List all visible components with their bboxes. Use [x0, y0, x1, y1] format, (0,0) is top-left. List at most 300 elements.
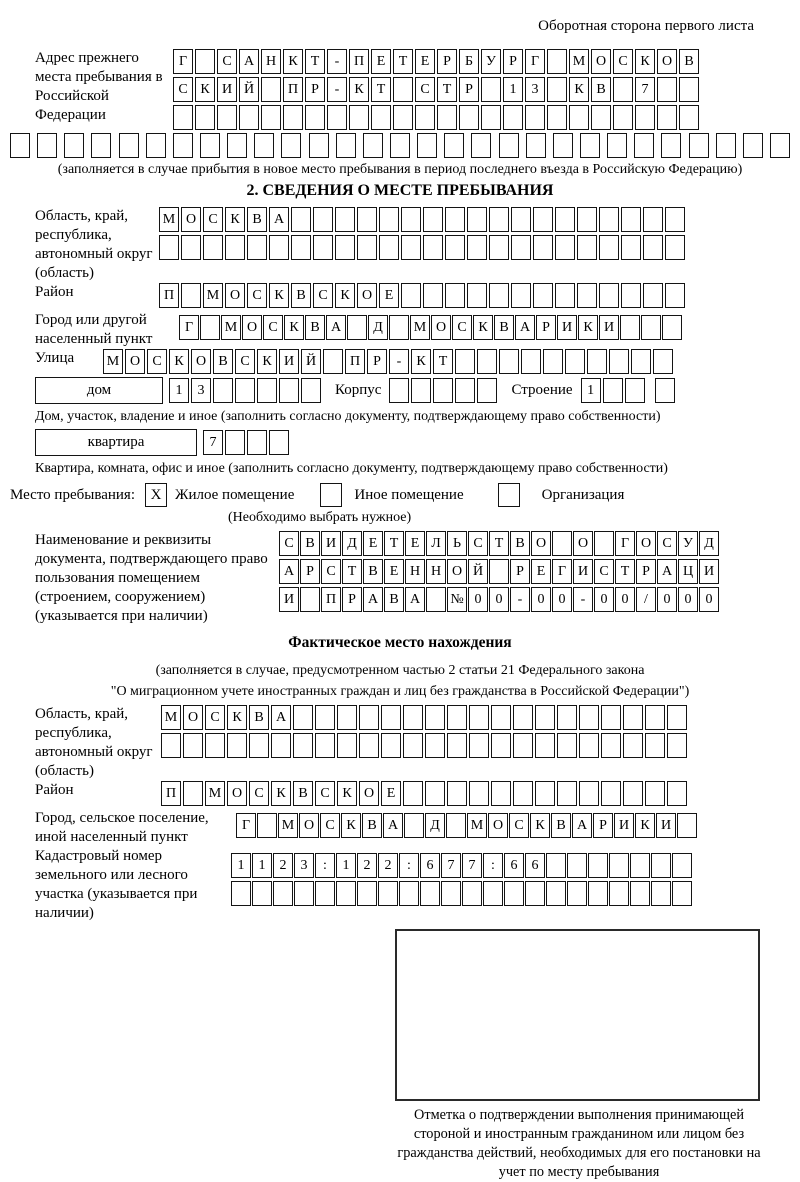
char-box[interactable]	[770, 133, 790, 158]
char-box[interactable]: Е	[379, 283, 399, 308]
char-box[interactable]: С	[468, 531, 488, 556]
char-box[interactable]	[300, 587, 320, 612]
char-box[interactable]: Й	[239, 77, 259, 102]
char-box[interactable]: К	[569, 77, 589, 102]
char-box[interactable]	[672, 853, 692, 878]
char-box[interactable]	[477, 349, 497, 374]
char-box[interactable]	[499, 133, 519, 158]
char-box[interactable]	[462, 881, 482, 906]
char-box[interactable]: С	[320, 813, 340, 838]
char-box[interactable]	[200, 315, 220, 340]
char-box[interactable]	[323, 349, 343, 374]
char-box[interactable]	[567, 881, 587, 906]
char-box[interactable]: 0	[594, 587, 614, 612]
char-box[interactable]: С	[235, 349, 255, 374]
char-box[interactable]: Г	[525, 49, 545, 74]
char-box[interactable]	[623, 733, 643, 758]
char-box[interactable]: К	[283, 49, 303, 74]
char-box[interactable]: С	[279, 531, 299, 556]
char-box[interactable]: Р	[437, 49, 457, 74]
char-box[interactable]: В	[362, 813, 382, 838]
char-box[interactable]: Й	[301, 349, 321, 374]
char-box[interactable]	[423, 235, 443, 260]
char-box[interactable]	[159, 235, 179, 260]
char-box[interactable]	[665, 207, 685, 232]
char-box[interactable]	[415, 105, 435, 130]
char-box[interactable]	[357, 207, 377, 232]
char-box[interactable]: П	[321, 587, 341, 612]
char-box[interactable]	[594, 531, 614, 556]
char-box[interactable]	[621, 207, 641, 232]
char-box[interactable]	[359, 705, 379, 730]
char-box[interactable]: С	[203, 207, 223, 232]
char-box[interactable]: 6	[420, 853, 440, 878]
char-box[interactable]	[599, 235, 619, 260]
char-box[interactable]: М	[221, 315, 241, 340]
char-box[interactable]	[315, 733, 335, 758]
char-box[interactable]: 0	[699, 587, 719, 612]
char-box[interactable]: И	[321, 531, 341, 556]
char-box[interactable]	[227, 733, 247, 758]
char-box[interactable]	[239, 105, 259, 130]
char-box[interactable]: О	[573, 531, 593, 556]
char-box[interactable]	[651, 881, 671, 906]
char-box[interactable]: Т	[342, 559, 362, 584]
char-box[interactable]: Р	[503, 49, 523, 74]
char-box[interactable]	[401, 207, 421, 232]
char-box[interactable]	[195, 105, 215, 130]
char-box[interactable]	[252, 881, 272, 906]
char-box[interactable]: С	[321, 559, 341, 584]
char-box[interactable]: А	[657, 559, 677, 584]
char-box[interactable]: 0	[678, 587, 698, 612]
char-box[interactable]	[533, 283, 553, 308]
char-box[interactable]: К	[225, 207, 245, 232]
char-box[interactable]: О	[183, 705, 203, 730]
char-box[interactable]	[511, 235, 531, 260]
char-box[interactable]: -	[327, 77, 347, 102]
char-box[interactable]: Т	[615, 559, 635, 584]
char-box[interactable]	[447, 705, 467, 730]
char-box[interactable]	[336, 133, 356, 158]
char-box[interactable]: Н	[426, 559, 446, 584]
char-box[interactable]	[655, 378, 675, 403]
char-box[interactable]	[511, 283, 531, 308]
char-box[interactable]	[657, 105, 677, 130]
char-box[interactable]	[677, 813, 697, 838]
char-box[interactable]: Г	[236, 813, 256, 838]
char-box[interactable]	[403, 781, 423, 806]
char-box[interactable]	[183, 781, 203, 806]
char-box[interactable]	[273, 881, 293, 906]
char-box[interactable]: Е	[381, 781, 401, 806]
char-box[interactable]: В	[300, 531, 320, 556]
char-box[interactable]: С	[313, 283, 333, 308]
char-box[interactable]	[609, 881, 629, 906]
char-box[interactable]	[393, 105, 413, 130]
char-box[interactable]: 1	[581, 378, 601, 403]
char-box[interactable]: М	[161, 705, 181, 730]
char-box[interactable]: М	[203, 283, 223, 308]
char-box[interactable]	[426, 587, 446, 612]
char-box[interactable]: К	[349, 77, 369, 102]
char-box[interactable]: А	[363, 587, 383, 612]
char-box[interactable]	[293, 705, 313, 730]
char-box[interactable]	[217, 105, 237, 130]
char-box[interactable]: И	[699, 559, 719, 584]
char-box[interactable]	[183, 733, 203, 758]
char-box[interactable]	[161, 733, 181, 758]
char-box[interactable]	[607, 133, 627, 158]
char-box[interactable]	[489, 283, 509, 308]
char-box[interactable]	[667, 705, 687, 730]
char-box[interactable]: О	[191, 349, 211, 374]
char-box[interactable]: Й	[468, 559, 488, 584]
char-box[interactable]: 6	[525, 853, 545, 878]
char-box[interactable]	[381, 705, 401, 730]
char-box[interactable]	[381, 733, 401, 758]
char-box[interactable]	[567, 853, 587, 878]
char-box[interactable]	[445, 283, 465, 308]
char-box[interactable]	[557, 733, 577, 758]
char-box[interactable]: 2	[357, 853, 377, 878]
char-box[interactable]	[200, 133, 220, 158]
char-box[interactable]	[455, 378, 475, 403]
char-box[interactable]	[249, 733, 269, 758]
char-box[interactable]	[425, 733, 445, 758]
char-box[interactable]: Д	[368, 315, 388, 340]
char-box[interactable]: А	[279, 559, 299, 584]
char-box[interactable]	[477, 378, 497, 403]
char-box[interactable]	[305, 105, 325, 130]
char-box[interactable]	[481, 77, 501, 102]
char-box[interactable]	[225, 235, 245, 260]
char-box[interactable]	[557, 705, 577, 730]
char-box[interactable]: 0	[468, 587, 488, 612]
char-box[interactable]	[623, 705, 643, 730]
char-box[interactable]	[577, 235, 597, 260]
char-box[interactable]	[513, 705, 533, 730]
char-box[interactable]	[327, 105, 347, 130]
char-box[interactable]: Е	[384, 559, 404, 584]
char-box[interactable]: В	[293, 781, 313, 806]
char-box[interactable]: С	[249, 781, 269, 806]
char-box[interactable]: Т	[489, 531, 509, 556]
char-box[interactable]	[257, 378, 277, 403]
char-box[interactable]: С	[217, 49, 237, 74]
char-box[interactable]: К	[335, 283, 355, 308]
char-box[interactable]: О	[431, 315, 451, 340]
char-box[interactable]	[504, 881, 524, 906]
char-box[interactable]	[205, 733, 225, 758]
char-box[interactable]: -	[573, 587, 593, 612]
char-box[interactable]	[665, 283, 685, 308]
char-box[interactable]	[390, 133, 410, 158]
char-box[interactable]: К	[257, 349, 277, 374]
char-box[interactable]	[469, 781, 489, 806]
char-box[interactable]: А	[515, 315, 535, 340]
char-box[interactable]	[555, 283, 575, 308]
char-box[interactable]: А	[269, 207, 289, 232]
char-box[interactable]	[335, 207, 355, 232]
char-box[interactable]: М	[103, 349, 123, 374]
char-box[interactable]: Е	[415, 49, 435, 74]
char-box[interactable]	[247, 430, 267, 455]
char-box[interactable]: Р	[510, 559, 530, 584]
char-box[interactable]: Е	[371, 49, 391, 74]
char-box[interactable]: №	[447, 587, 467, 612]
char-box[interactable]: А	[239, 49, 259, 74]
char-box[interactable]	[146, 133, 166, 158]
char-box[interactable]	[609, 853, 629, 878]
char-box[interactable]: К	[195, 77, 215, 102]
char-box[interactable]	[526, 133, 546, 158]
char-box[interactable]: Г	[552, 559, 572, 584]
char-box[interactable]: 1	[231, 853, 251, 878]
char-box[interactable]: И	[279, 587, 299, 612]
char-box[interactable]: 7	[203, 430, 223, 455]
char-box[interactable]	[491, 705, 511, 730]
char-box[interactable]	[577, 283, 597, 308]
char-box[interactable]	[588, 881, 608, 906]
char-box[interactable]: С	[594, 559, 614, 584]
char-box[interactable]	[347, 315, 367, 340]
char-box[interactable]: 1	[336, 853, 356, 878]
char-box[interactable]	[553, 133, 573, 158]
char-box[interactable]: 1	[503, 77, 523, 102]
char-box[interactable]	[417, 133, 437, 158]
char-box[interactable]: О	[591, 49, 611, 74]
char-box[interactable]	[420, 881, 440, 906]
char-box[interactable]	[661, 133, 681, 158]
char-box[interactable]	[469, 733, 489, 758]
char-box[interactable]: /	[636, 587, 656, 612]
char-box[interactable]: К	[269, 283, 289, 308]
char-box[interactable]: Б	[459, 49, 479, 74]
char-box[interactable]: В	[249, 705, 269, 730]
char-box[interactable]	[283, 105, 303, 130]
char-box[interactable]	[313, 235, 333, 260]
char-box[interactable]	[404, 813, 424, 838]
char-box[interactable]	[641, 315, 661, 340]
char-box[interactable]: М	[467, 813, 487, 838]
char-box[interactable]: В	[213, 349, 233, 374]
char-box[interactable]	[601, 733, 621, 758]
char-box[interactable]: В	[305, 315, 325, 340]
char-box[interactable]	[254, 133, 274, 158]
char-box[interactable]	[643, 207, 663, 232]
char-box[interactable]	[662, 315, 682, 340]
char-box[interactable]	[411, 378, 431, 403]
char-box[interactable]	[569, 105, 589, 130]
char-box[interactable]: О	[531, 531, 551, 556]
char-box[interactable]	[625, 378, 645, 403]
char-box[interactable]	[423, 283, 443, 308]
char-box[interactable]	[181, 235, 201, 260]
checkbox-zhiloe[interactable]: X	[145, 483, 167, 507]
char-box[interactable]	[689, 133, 709, 158]
char-box[interactable]	[587, 349, 607, 374]
char-box[interactable]: Р	[305, 77, 325, 102]
char-box[interactable]	[257, 813, 277, 838]
char-box[interactable]: Т	[393, 49, 413, 74]
char-box[interactable]: В	[384, 587, 404, 612]
char-box[interactable]: 0	[552, 587, 572, 612]
char-box[interactable]	[511, 207, 531, 232]
char-box[interactable]: Е	[405, 531, 425, 556]
char-box[interactable]: П	[283, 77, 303, 102]
char-box[interactable]	[491, 733, 511, 758]
char-box[interactable]	[557, 781, 577, 806]
char-box[interactable]: Т	[371, 77, 391, 102]
char-box[interactable]: В	[679, 49, 699, 74]
char-box[interactable]	[293, 733, 313, 758]
char-box[interactable]	[588, 853, 608, 878]
checkbox-organizatsiya[interactable]	[498, 483, 520, 507]
char-box[interactable]	[393, 77, 413, 102]
char-box[interactable]: О	[636, 531, 656, 556]
char-box[interactable]	[294, 881, 314, 906]
char-box[interactable]: О	[181, 207, 201, 232]
char-box[interactable]	[91, 133, 111, 158]
char-box[interactable]: С	[173, 77, 193, 102]
char-box[interactable]: К	[169, 349, 189, 374]
char-box[interactable]: И	[599, 315, 619, 340]
char-box[interactable]: О	[299, 813, 319, 838]
char-box[interactable]	[379, 207, 399, 232]
char-box[interactable]: О	[357, 283, 377, 308]
char-box[interactable]	[231, 881, 251, 906]
char-box[interactable]: В	[247, 207, 267, 232]
char-box[interactable]: Н	[261, 49, 281, 74]
char-box[interactable]	[613, 77, 633, 102]
char-box[interactable]	[580, 133, 600, 158]
char-box[interactable]	[577, 207, 597, 232]
char-box[interactable]: К	[271, 781, 291, 806]
char-box[interactable]	[269, 235, 289, 260]
char-box[interactable]	[672, 881, 692, 906]
char-box[interactable]: В	[494, 315, 514, 340]
char-box[interactable]: 1	[169, 378, 189, 403]
char-box[interactable]: Д	[699, 531, 719, 556]
char-box[interactable]: С	[247, 283, 267, 308]
char-box[interactable]	[447, 781, 467, 806]
char-box[interactable]	[635, 105, 655, 130]
char-box[interactable]: С	[263, 315, 283, 340]
char-box[interactable]: Р	[459, 77, 479, 102]
char-box[interactable]	[399, 881, 419, 906]
char-box[interactable]: 6	[504, 853, 524, 878]
char-box[interactable]: -	[327, 49, 347, 74]
char-box[interactable]	[357, 881, 377, 906]
char-box[interactable]: Р	[300, 559, 320, 584]
char-box[interactable]	[309, 133, 329, 158]
char-box[interactable]	[525, 881, 545, 906]
char-box[interactable]	[601, 705, 621, 730]
char-box[interactable]: К	[337, 781, 357, 806]
char-box[interactable]	[513, 781, 533, 806]
char-box[interactable]	[533, 235, 553, 260]
char-box[interactable]	[525, 105, 545, 130]
char-box[interactable]: 2	[378, 853, 398, 878]
char-box[interactable]: К	[411, 349, 431, 374]
char-box[interactable]	[645, 705, 665, 730]
char-box[interactable]	[337, 705, 357, 730]
char-box[interactable]	[547, 105, 567, 130]
char-box[interactable]	[173, 105, 193, 130]
char-box[interactable]	[349, 105, 369, 130]
char-box[interactable]	[543, 349, 563, 374]
char-box[interactable]: А	[572, 813, 592, 838]
char-box[interactable]	[181, 283, 201, 308]
char-box[interactable]	[535, 733, 555, 758]
char-box[interactable]	[225, 430, 245, 455]
char-box[interactable]	[621, 235, 641, 260]
char-box[interactable]: У	[481, 49, 501, 74]
char-box[interactable]	[621, 283, 641, 308]
char-box[interactable]	[441, 881, 461, 906]
char-box[interactable]: О	[359, 781, 379, 806]
char-box[interactable]	[64, 133, 84, 158]
char-box[interactable]	[634, 133, 654, 158]
char-box[interactable]: К	[635, 49, 655, 74]
char-box[interactable]: Л	[426, 531, 446, 556]
char-box[interactable]	[447, 733, 467, 758]
char-box[interactable]	[261, 77, 281, 102]
char-box[interactable]	[459, 105, 479, 130]
char-box[interactable]	[281, 133, 301, 158]
char-box[interactable]: 7	[635, 77, 655, 102]
char-box[interactable]: В	[591, 77, 611, 102]
char-box[interactable]	[579, 705, 599, 730]
char-box[interactable]	[119, 133, 139, 158]
char-box[interactable]	[631, 349, 651, 374]
char-box[interactable]	[651, 853, 671, 878]
char-box[interactable]	[279, 378, 299, 403]
char-box[interactable]: Н	[405, 559, 425, 584]
char-box[interactable]: С	[147, 349, 167, 374]
char-box[interactable]	[599, 283, 619, 308]
char-box[interactable]	[483, 881, 503, 906]
char-box[interactable]: К	[473, 315, 493, 340]
char-box[interactable]: И	[217, 77, 237, 102]
checkbox-inoe[interactable]	[320, 483, 342, 507]
char-box[interactable]	[389, 378, 409, 403]
char-box[interactable]: Т	[433, 349, 453, 374]
char-box[interactable]	[378, 881, 398, 906]
char-box[interactable]	[335, 235, 355, 260]
char-box[interactable]: Т	[305, 49, 325, 74]
char-box[interactable]: К	[635, 813, 655, 838]
char-box[interactable]: С	[415, 77, 435, 102]
char-box[interactable]: С	[613, 49, 633, 74]
char-box[interactable]: О	[242, 315, 262, 340]
char-box[interactable]	[433, 378, 453, 403]
char-box[interactable]	[467, 207, 487, 232]
char-box[interactable]	[546, 881, 566, 906]
char-box[interactable]	[601, 781, 621, 806]
char-box[interactable]	[401, 283, 421, 308]
char-box[interactable]: Г	[615, 531, 635, 556]
char-box[interactable]: Е	[531, 559, 551, 584]
char-box[interactable]: И	[614, 813, 634, 838]
char-box[interactable]	[667, 733, 687, 758]
char-box[interactable]: 3	[294, 853, 314, 878]
char-box[interactable]: И	[557, 315, 577, 340]
char-box[interactable]: 3	[191, 378, 211, 403]
char-box[interactable]: В	[363, 559, 383, 584]
char-box[interactable]	[653, 349, 673, 374]
